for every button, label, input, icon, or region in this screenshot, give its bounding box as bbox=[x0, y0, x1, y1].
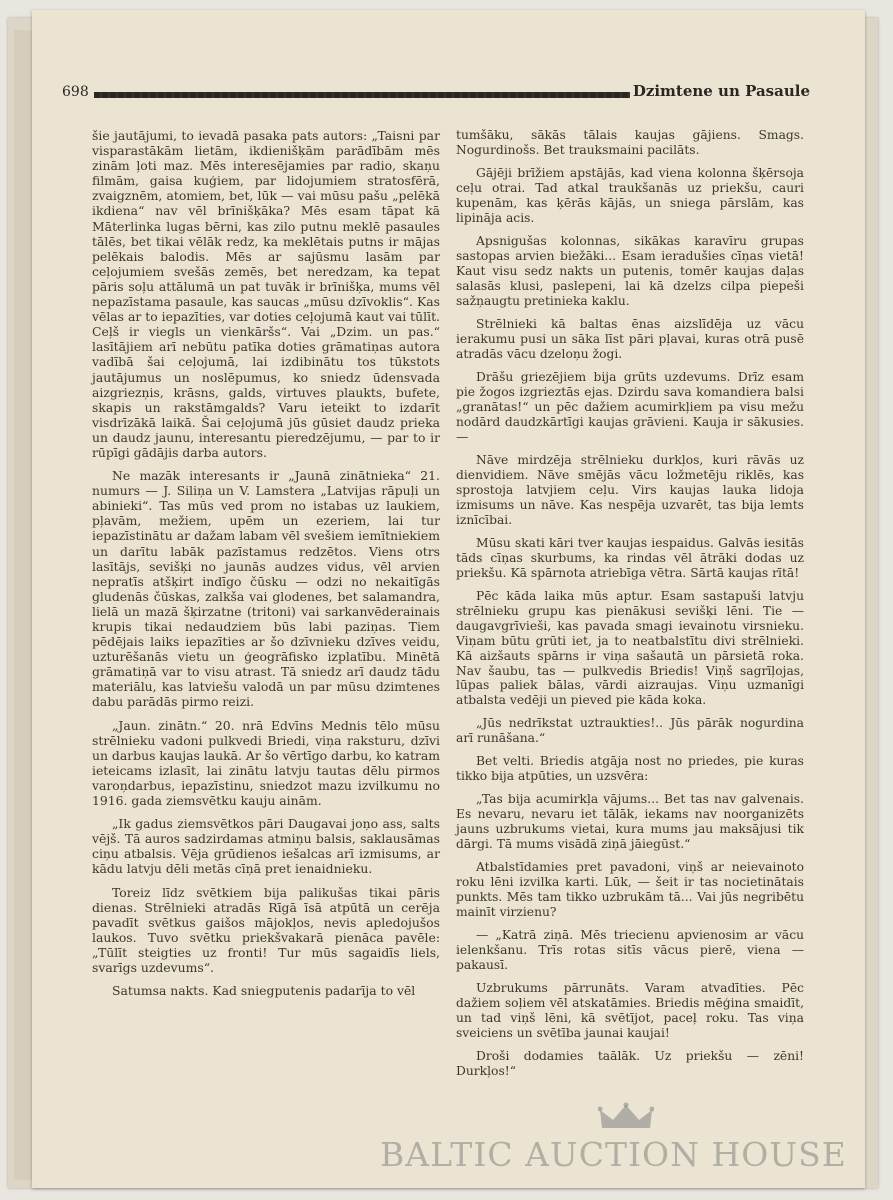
paragraph: Mūsu skati kāri tver kaujas iespaidus. Galvās iesitās tāds cīņas skurbums, ka rindas vēl ātrāki dodas uz priekšu. Kā spārnota atriebīga vētra. Sārtā kaujas rītā! bbox=[456, 535, 804, 580]
crown-icon bbox=[598, 1102, 654, 1132]
watermark: BALTIC AUCTION HOUSE bbox=[380, 1135, 847, 1174]
paragraph: Drāšu griezējiem bija grūts uzdevums. Drīz esam pie žogos izgrieztās ejas. Dzirdu sava komandiera balsi „granātas!“ un pēc dažiem acumirkļiem pa visu mežu nodārd daudzkārtīgi kaujas grāvieni. Kauja ir sākusies. — bbox=[456, 369, 804, 444]
paragraph: Satumsa nakts. Kad sniegputenis padarīja to vēl bbox=[112, 983, 416, 999]
paragraph: Uzbrukums pārrunāts. Varam atvadīties. Pēc dažiem soļiem vēl atskatāmies. Briedis mēģina smaidīt, un tad viņš lēni, kā svētījot, paceļ roku. Tas viņa sveiciens un svētība jaunai kaujai! bbox=[456, 981, 804, 1041]
paragraph: Gājēji brīžiem apstājās, kad viena kolonna šķērsoja ceļu otrai. Tad atkal traukšanās uz priekšu, cauri kupenām, kas ķērās kājās, un sniega pārslām, kas lipināja acis. bbox=[456, 165, 804, 225]
paragraph: — „Katrā ziņā. Mēs triecienu apvienosim ar vācu ielenkšanu. Trīs rotas sitīs vācus pierē, viena — pakausī. bbox=[456, 928, 804, 973]
paragraph: Droši dodamies taālāk. Uz priekšu — zēni! Durkļos!“ bbox=[456, 1049, 804, 1079]
right-column bbox=[456, 128, 804, 1087]
paragraph: „Jūs nedrīkstat uztraukties!.. Jūs pārāk nogurdina arī runāšana.“ bbox=[456, 716, 804, 746]
paragraph: Pēc kāda laika mūs aptur. Esam sastapuši latvju strēlnieku grupu kas pienākusi sevišķi lēni. Tie — daugavgrīvieši, kas pavada smagi ievainotu virsnieku. Viņam būtu grūti iet, ja to neatbalstītu divi strēlnieki. Kā aizšauts spārns ir viņa sašautā un pārsietā roka. Nav šaubu, tas — pulkvedis Briedis! Viņš sagrīļojas, lūpas paliek bālas, vārdi aizraujas. Viņu uzmanīgi atbalsta vedēji un pieved pie kāda koka. bbox=[456, 588, 804, 708]
paragraph: „Ik gadus ziemsvētkos pāri Daugavai joņo ass, salts vējš. Tā auros sadzirdamas atmiņu balsis, saklausāmas ciņu atbalsis. Vēja grūdienos iešalcas arī izmisums, ar kādu latvju dēli metās cīņā pret ienaidnieku. bbox=[92, 816, 440, 877]
paragraph: „Jaun. zinātn.“ 20. nrā Edvīns Mednis tēlo mūsu strēlnieku vadoni pulkvedi Briedi, viņa raksturu, dzīvi un darbus kaujas laukā. Ar šo vērtīgo darbu, ko katram ieteicams izlasīt, lai zinātu latvju tautas dēlu pirmos varoņdarbus, iepazīstinu, sniedzot mazu izvilkumu no 1916. gada ziemsvētku kauju ainām. bbox=[92, 717, 440, 809]
page-header bbox=[62, 80, 810, 106]
journal-title: Dzimtene un Pasaule bbox=[632, 82, 810, 100]
paragraph: Ne mazāk interesants ir „Jaunā zinātnieka“ 21. numurs — J. Siliņa un V. Lamstera „Latvijas rāpuļi un abinieki“. Tas mūs ved prom no istabas uz laukiem, pļavām, mežiem, upēm un ezeriem, lai tur iepazīstinātu ar dažam labam vēl svešiem iemītniekiem un darītu labāk pazīstamus redzētos. Viens otrs lasītājs, sevišķi no jaunās audzes vidus, vēl arvien nepratīs atšķirt indīgo čūsku — odzi no nekaitīgās gludenās čūskas, zalkša vai glodenes, bet salamandra, lielā un mazā šķirzatne (tritoni) vai sarkanvēderainais krupis tikai nedaudziem būs labi paziņas. Tiem pēdējais laiks iepazīties ar šo dzīvnieku dzīves veidu, uzturēšanās vietu un ģeogrāfisko izplatību. Minētā grāmatiņā var to visu atrast. Tā sniedz arī daudz tādu materiālu, kas latviešu valodā un par mūsu dzimtenes dabu parādās pirmo reizi. bbox=[92, 468, 440, 710]
page-number: 698 bbox=[62, 84, 89, 100]
paragraph: Bet velti. Briedis atgāja nost no priedes, pie kuras tikko bija atpūties, un uzsvēra: bbox=[456, 754, 804, 784]
paragraph: Strēlnieki kā baltas ēnas aizslīdēja uz vācu ierakumu pusi un sāka līst pāri pļavai, kuras otrā pusē atradās vācu dzeloņu žogi. bbox=[456, 316, 804, 361]
paragraph: Toreiz līdz svētkiem bija palikušas tikai pāris dienas. Strēlnieki atradās Rīgā īsā atpūtā un cerēja pavadīt svētkus gaišos mājokļos, nevis apledojušos laukos. Tuvo svētku priekšvakarā pienāca pavēle: „Tūlīt steigties uz fronti! Tur mūs sagaidīs liels, svarīgs uzdevums“. bbox=[92, 884, 440, 975]
paragraph: šie jautājumi, to ievadā pasaka pats autors: „Taisni par visparastākām lietām, ikdienišķām parādībām mēs zinām ļoti maz. Mēs interesējamies par radio, skaņu filmām, gaisa kuģiem, par lidojumiem stratosfērā, zvaigznēm, atomiem, bet, lūk — vai mūsu pašu „pelēkā ikdiena“ nav vēl brīnišķāka? Mēs esam tāpat kā Māterlinka lugas bērni, kas zilo putnu meklē pasaules tālēs, bet tikai vēlāk redz, ka meklētais putns ir mājas pelēkais balodis. Mēs ar sajūsmu lasām par ceļojumiem svešās zemēs, bet neredzam, ka tepat pāris soļu attālumā un pat tuvāk ir brīnišķa, mums vēl nepazīstama pasaule, kas saucas „mūsu dzīvoklis“. Kas vēlas ar to iepazīties, var doties ceļojumā kaut vai tūlīt. Ceļš ir viegls un vienkāršs“. Vai „Dzim. un pas.“ lasītājiem arī nebūtu patīka doties grāmatiņas autora vadībā šai ceļojumā, lai izdibinātu tos tūkstots jautājumus un noslēpumus, ko sniedz ūdensvada aizgriezņis, krāsns, galds, virtuves plaukts, bufete, skapis un rakstāmgalds? Varu ieteikt to izdarīt visdrīzākā laikā. Šai ceļojumā jūs gūsiet daudz prieka un daudz jaunu, interesantu pieredzējumu, — par to ir rūpīgi gādājis darba autors. bbox=[92, 128, 440, 460]
paragraph: „Tas bija acumirkļa vājums... Bet tas nav galvenais. Es nevaru, nevaru iet tālāk, iekams nav noorganizēts jauns uzbrukums vietai, kura mums jau maksājusi tik dārgi. Tā mums visādā ziņā jāiegūst.“ bbox=[456, 792, 804, 852]
paragraph: Apsnigušas kolonnas, sikākas karavīru grupas sastopas arvien biežāki... Esam ieradušies cīņas vietā! Kaut visu sedz nakts un putenis, tomēr kaujas daļas salasās klusi, paslepeni, lai kā dzelzs cilpa piepeši sažņaugtu pretinieka kaklu. bbox=[456, 233, 804, 308]
header-rule bbox=[94, 92, 630, 98]
left-column bbox=[92, 128, 440, 1006]
paragraph: Nāve mirdzēja strēlnieku durkļos, kuri rāvās uz dienvidiem. Nāve smējās vācu ložmetēju riklēs, kas sprostoja latvjiem ceļu. Virs kaujas lauka lidoja izmisums un nāve. Kas nespēja uzvarēt, tas bija lemts iznīcībai. bbox=[456, 452, 804, 527]
paragraph: tumšāku, sākās tālais kaujas gājiens. Smags. Nogurdinošs. Bet trauksmaini pacilāts. bbox=[456, 128, 804, 157]
paragraph: Atbalstīdamies pret pavadoni, viņš ar neievainoto roku lēni izvilka karti. Lūk, — šeit ir tas nocietinātais punkts. Mēs tam tikko uzbrukām tā... Vai jūs negribētu mainīt virzienu? bbox=[456, 860, 804, 920]
